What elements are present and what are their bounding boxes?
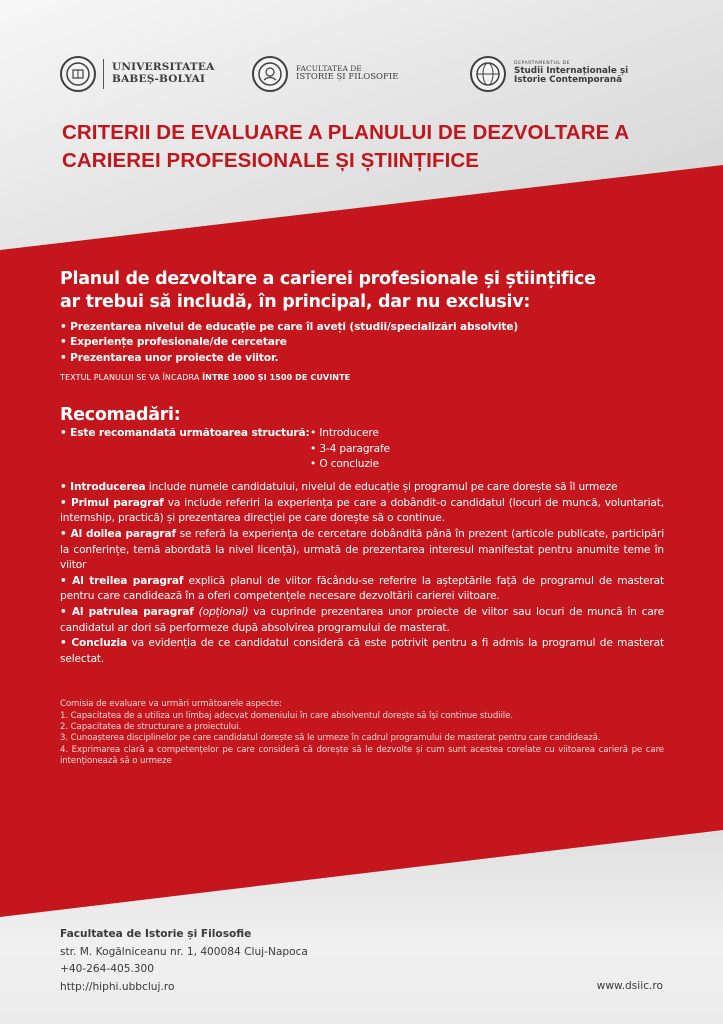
recommendation-paragraphs: [60, 480, 664, 667]
dsi-logo-line2: Istorie Contemporană: [514, 75, 623, 86]
fif-logo-line2: ISTORIE ȘI FILOSOFIE: [296, 72, 399, 83]
ubb-logo[interactable]: [60, 54, 214, 94]
intro-bullet: • Experiențe profesionale/de cercetare: [60, 336, 287, 349]
length-note: [60, 373, 664, 382]
logo-bar: [60, 54, 660, 94]
title-line2: CARIEREI PROFESIONALE ȘI ȘTIINȚIFICE: [62, 149, 480, 172]
globe-icon: [470, 56, 506, 92]
ubb-logo-line2: BABEȘ-BOLYAI: [112, 73, 206, 85]
paragraph-text: va evidenția de ce candidatul consideră că este potrivit pentru a fi admis la programul de masterat selectat.: [60, 637, 664, 665]
structure-items: [310, 426, 390, 473]
length-note-prefix: TEXTUL PLANULUI SE VA ÎNCADRA: [60, 373, 203, 383]
intro-heading: [60, 268, 664, 314]
paragraph-bold: • Concluzia: [60, 637, 128, 650]
structure-item: • Introducere: [310, 427, 379, 440]
paragraph-bold: • Al doilea paragraf: [60, 528, 176, 540]
dsi-logo[interactable]: [470, 54, 628, 94]
fif-logo[interactable]: [252, 54, 399, 94]
commission-item: 1. Capacitatea de a utiliza un limbaj adecvat domeniului în care absolventul dorește să își continue studiile.: [60, 710, 513, 721]
footer-contact: [60, 926, 664, 996]
length-note-bold: ÎNTRE 1000 ȘI 1500 DE CUVINTE: [202, 373, 351, 383]
commission-intro: Comisia de evaluare va urmări următoarele aspecte:: [60, 699, 282, 710]
recommendations-heading: Recomadări:: [60, 405, 181, 426]
footer-phone[interactable]: +40-264-405.300: [60, 963, 155, 976]
paragraph-bold: • Primul paragraf: [60, 496, 164, 509]
paragraph-text: va include referiri la experiența pe care a dobândit-o candidatul (locuri de muncă, voluntariat, internship, practică) și prezentarea direcției pe care dorește să o continue.: [60, 496, 664, 525]
commission-item: 3. Cunoașterea disciplinelor pe care candidatul dorește să le urmeze în cadrul programului de masterat pentru care candidează.: [60, 733, 601, 744]
intro-bullet: • Prezentarea nivelui de educație pe care îl aveți (studii/specializări absolvite): [60, 321, 519, 333]
title-line1: CRITERII DE EVALUARE A PLANULUI DE DEZVOLTARE A: [62, 121, 630, 144]
page-title: [62, 119, 682, 175]
commission-item: 4. Exprimarea clară a competențelor pe care consideră că dorește să le dezvolte și cum sunt acestea corelate cu viitoarea carieră pe care intenționează să o urmeze: [60, 744, 664, 766]
paragraph-fourth: [60, 605, 664, 636]
paragraph-text: va cuprinde prezentarea unor proiecte de viitor sau locuri de muncă în care candidatul ar dori să performeze după absolvirea programului de masterat.: [60, 605, 664, 634]
footer-url-link[interactable]: http://hiphi.ubbcluj.ro: [60, 980, 175, 993]
paragraph-text: se referă la experiența de cercetare dobândită până în prezent (articole publicate, participări la conferințe, temă abordată la nivel licență), urmată de prezentarea interesul manifestat pentru anumite teme în viitor: [60, 528, 665, 572]
paragraph-bold: • Introducerea: [60, 481, 146, 494]
structure-item: • 3-4 paragrafe: [310, 442, 390, 455]
main-content: [60, 268, 664, 767]
university-seal-icon: [60, 56, 96, 92]
commission-criteria: [60, 699, 664, 767]
paragraph-text: explică planul de viitor făcându-se referire la așteptările față de programul de masterat pentru care candidează în a oferi competențele necesare dezvoltării carierei viitoare.: [60, 574, 664, 603]
fif-logo-line1: FACULTATEA DE: [296, 64, 362, 74]
paragraph-text: include numele candidatului, nivelul de educație și programul pe care dorește să îl urmeze: [145, 481, 618, 494]
structure-label: • Este recomandată următoarea structură:: [60, 427, 310, 440]
paragraph-second: [60, 527, 664, 574]
paragraph-conclusion: [60, 636, 664, 667]
logo-separator: [103, 59, 104, 89]
ubb-logo-line1: UNIVERSITATEA: [112, 61, 215, 74]
paragraph-bold: • Al treilea paragraf: [60, 574, 184, 587]
structure-item: • O concluzie: [310, 458, 379, 471]
intro-heading-line2: ar trebui să includă, în principal, dar nu exclusiv:: [60, 292, 531, 312]
intro-bullet-list: [60, 320, 664, 366]
paragraph-intro: [60, 480, 664, 496]
paragraph-bold: • Al patrulea paragraf: [60, 605, 194, 618]
paragraph-third: [60, 574, 664, 605]
site-link[interactable]: www.dsiic.ro: [596, 980, 663, 992]
intro-bullet: • Prezentarea unor proiecte de viitor.: [60, 351, 279, 364]
paragraph-first: [60, 496, 664, 527]
footer-faculty-name: Facultatea de Istorie și Filosofie: [60, 928, 252, 940]
faculty-seal-icon: [252, 56, 288, 92]
paragraph-italic: (opțional): [193, 605, 249, 618]
footer-address: str. M. Kogălniceanu nr. 1, 400084 Cluj-Napoca: [60, 945, 308, 958]
commission-item: 2. Capacitatea de structurare a proiectului.: [60, 721, 242, 732]
intro-heading-line1: Planul de dezvoltare a carierei profesionale și științifice: [60, 269, 596, 289]
structure-block: [60, 426, 664, 473]
dsi-logo-line1: Studii Internaționale și: [514, 65, 629, 76]
dsi-logo-line0: DEPARTAMENTUL DE: [514, 60, 571, 66]
